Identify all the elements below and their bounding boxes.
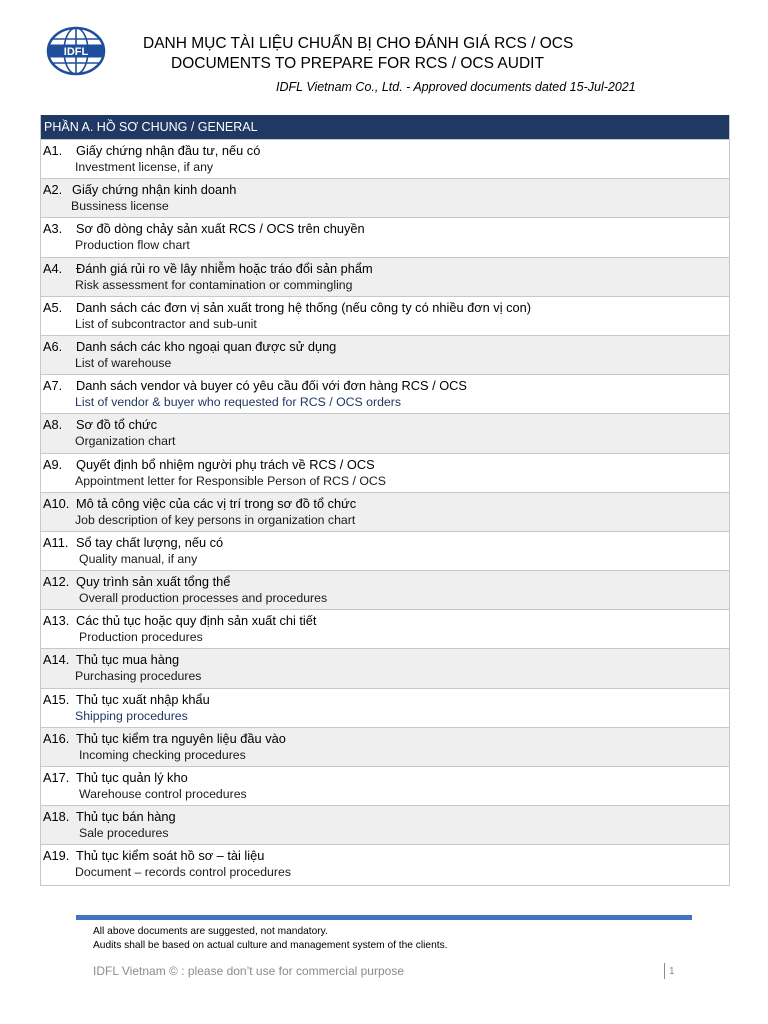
row-code: A11. <box>43 534 69 550</box>
row-vietnamese-text <box>41 142 729 159</box>
row-vietnamese-label: Quy trình sản xuất tổng thể <box>76 574 231 590</box>
row-code: A19. <box>43 848 70 864</box>
row-english-label: Job description of key persons in organization chart <box>75 512 356 527</box>
row-code: A1. <box>43 143 63 158</box>
row-english-label: Investment license, if any <box>75 160 214 174</box>
row-vietnamese-text <box>41 808 729 825</box>
document-row <box>41 218 729 257</box>
footer-note-audits: Audits shall be based on actual culture and management system of the clients. <box>93 940 448 951</box>
page-number: 1 <box>664 963 675 979</box>
row-vietnamese-text <box>41 495 729 512</box>
row-vietnamese-text <box>41 612 729 629</box>
row-vietnamese-text <box>41 181 729 198</box>
row-vietnamese-text <box>41 260 729 277</box>
row-vietnamese-label: Thủ tục bán hàng <box>76 809 176 825</box>
row-english-label: List of subcontractor and sub-unit <box>75 316 257 331</box>
idfl-globe-logo <box>46 26 106 76</box>
row-vietnamese-text <box>41 769 729 786</box>
row-english-label: Document – records control procedures <box>75 865 291 880</box>
row-vietnamese-label: Thủ tục kiểm soát hồ sơ – tài liệu <box>76 848 265 864</box>
row-english-label: Shipping procedures <box>75 708 188 723</box>
row-vietnamese-label: Đánh giá rủi ro về lây nhiễm hoặc tráo đổi sản phẩm <box>76 260 373 276</box>
row-english-label: Bussiness license <box>71 199 169 214</box>
row-vietnamese-text <box>41 416 729 433</box>
footer-rule <box>76 915 692 920</box>
row-english-label: Organization chart <box>75 434 176 449</box>
document-row <box>41 336 729 375</box>
row-code: A6. <box>43 338 63 354</box>
row-vietnamese-label: Thủ tục mua hàng <box>76 652 180 668</box>
row-vietnamese-text <box>41 730 729 747</box>
document-row <box>41 845 729 884</box>
row-code: A5. <box>43 299 63 315</box>
row-code: A16. <box>43 730 70 746</box>
document-row <box>41 454 729 493</box>
row-code: A18. <box>43 809 70 825</box>
row-code: A17. <box>43 770 70 785</box>
footer-note-suggested: All above documents are suggested, not mandatory. <box>93 926 328 937</box>
row-vietnamese-text <box>41 691 729 708</box>
section-heading: PHẦN A. HỒ SƠ CHUNG / GENERAL <box>41 115 729 140</box>
row-english-label: Sale procedures <box>79 826 169 841</box>
document-row <box>41 689 729 728</box>
copyright-text: IDFL Vietnam © : please don’t use for commercial purpose <box>93 964 404 978</box>
row-code: A13. <box>43 613 70 629</box>
svg-text:IDFL: IDFL <box>63 46 89 58</box>
row-vietnamese-label: Các thủ tục hoặc quy định sản xuất chi tiết <box>76 613 317 629</box>
row-code: A8. <box>43 417 63 433</box>
row-vietnamese-text <box>41 299 729 316</box>
row-vietnamese-text <box>41 573 729 590</box>
document-row <box>41 806 729 845</box>
row-code: A2. <box>43 182 63 198</box>
document-row <box>41 493 729 532</box>
row-english-label: List of vendor & buyer who requested for RCS / OCS orders <box>75 395 402 410</box>
row-english-label: Warehouse control procedures <box>79 787 247 801</box>
row-code: A4. <box>43 260 63 276</box>
row-vietnamese-label: Thủ tục quản lý kho <box>76 770 188 785</box>
row-english-label: Risk assessment for contamination or commingling <box>75 277 353 292</box>
row-vietnamese-text <box>41 377 729 394</box>
row-vietnamese-text <box>41 847 729 864</box>
document-row <box>41 140 729 179</box>
document-row <box>41 179 729 218</box>
row-vietnamese-text <box>41 651 729 668</box>
row-code: A7. <box>43 378 63 394</box>
row-vietnamese-label: Thủ tục kiểm tra nguyên liệu đầu vào <box>76 730 286 746</box>
row-code: A14. <box>43 652 70 668</box>
row-vietnamese-text <box>41 220 729 237</box>
row-english-label: Purchasing procedures <box>75 669 202 684</box>
row-code: A10. <box>43 495 70 511</box>
row-vietnamese-label: Danh sách các kho ngoại quan được sử dụng <box>76 338 337 354</box>
row-english-label: Incoming checking procedures <box>79 747 246 762</box>
row-code: A15. <box>43 691 70 707</box>
document-row <box>41 728 729 767</box>
row-vietnamese-text <box>41 338 729 355</box>
row-english-label: Production procedures <box>79 630 203 645</box>
document-row <box>41 414 729 453</box>
row-english-label: Production flow chart <box>75 238 190 253</box>
document-title-english: DOCUMENTS TO PREPARE FOR RCS / OCS AUDIT <box>171 55 544 72</box>
row-code: A12. <box>43 574 70 590</box>
row-english-label: List of warehouse <box>75 355 172 370</box>
document-row <box>41 297 729 336</box>
row-vietnamese-label: Quyết định bổ nhiệm người phụ trách về RCS / OCS <box>76 456 375 472</box>
row-vietnamese-label: Thủ tục xuất nhập khẩu <box>76 691 210 707</box>
row-vietnamese-label: Sơ đồ tổ chức <box>76 417 157 433</box>
document-row <box>41 767 729 806</box>
row-english-label: Appointment letter for Responsible Person of RCS / OCS <box>75 473 386 488</box>
document-row <box>41 649 729 688</box>
row-english-label: Overall production processes and procedures <box>79 591 328 606</box>
documents-table <box>40 115 730 886</box>
row-vietnamese-label: Giấy chứng nhận đầu tư, nếu có <box>76 143 261 158</box>
document-title-vietnamese: DANH MỤC TÀI LIỆU CHUẨN BỊ CHO ĐÁNH GIÁ RCS / OCS <box>143 35 574 52</box>
row-code: A3. <box>43 221 63 237</box>
row-code: A9. <box>43 456 63 472</box>
row-vietnamese-text <box>41 534 729 551</box>
document-row <box>41 610 729 649</box>
document-row <box>41 258 729 297</box>
row-vietnamese-label: Giấy chứng nhận kinh doanh <box>72 182 237 198</box>
row-vietnamese-label: Danh sách các đơn vị sản xuất trong hệ thống (nếu công ty có nhiều đơn vị con) <box>76 299 531 315</box>
row-vietnamese-label: Sơ đồ dòng chảy sản xuất RCS / OCS trên chuyền <box>76 221 365 237</box>
row-vietnamese-label: Mô tả công việc của các vị trí trong sơ đồ tổ chức <box>76 495 357 511</box>
document-row <box>41 571 729 610</box>
document-row <box>41 532 729 571</box>
row-vietnamese-label: Sổ tay chất lượng, nếu có <box>76 534 224 550</box>
row-vietnamese-text <box>41 456 729 473</box>
document-row <box>41 375 729 414</box>
row-vietnamese-label: Danh sách vendor và buyer có yêu cầu đối với đơn hàng RCS / OCS <box>76 378 467 394</box>
approval-note: IDFL Vietnam Co., Ltd. - Approved documents dated 15-Jul-2021 <box>276 80 636 94</box>
row-english-label: Quality manual, if any <box>79 551 198 566</box>
